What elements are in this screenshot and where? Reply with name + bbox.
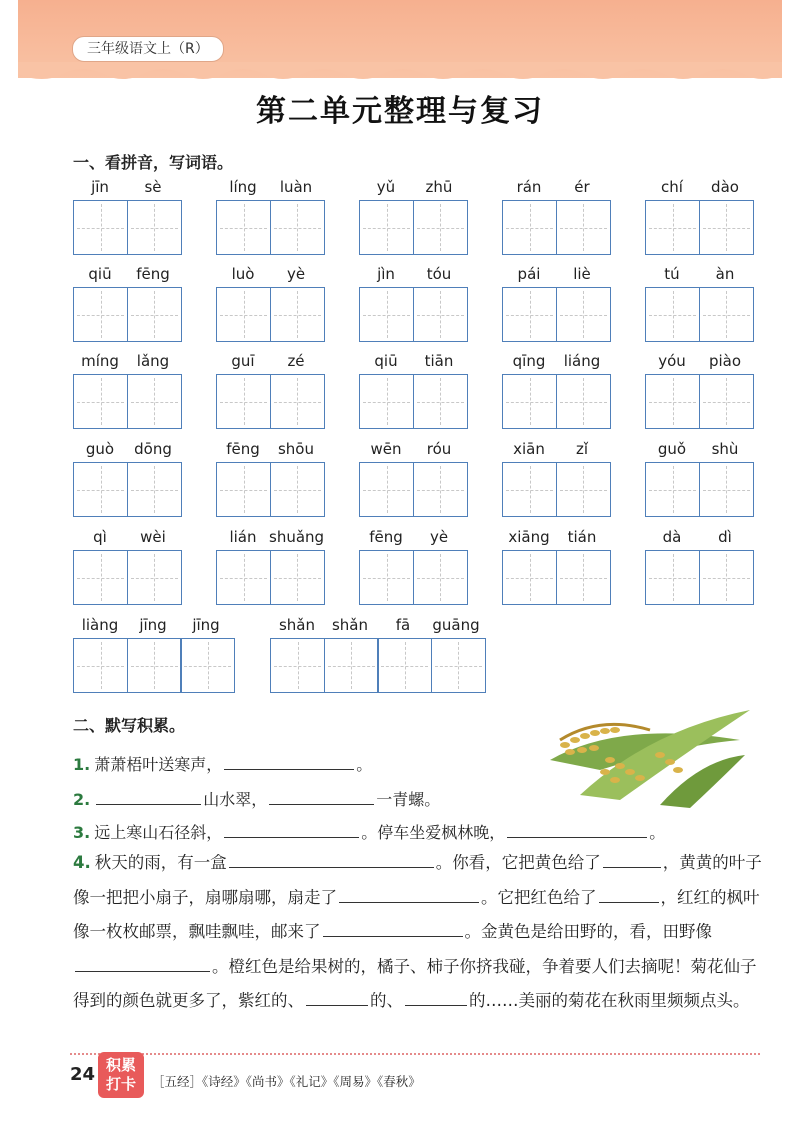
word-item	[216, 352, 325, 429]
writing-box[interactable]	[645, 287, 700, 342]
answer-blank[interactable]	[269, 788, 374, 805]
pinyin-label: jìn	[377, 265, 395, 283]
pinyin-label: dōng	[134, 440, 172, 458]
pinyin-label: míng	[81, 352, 119, 370]
item-text: 山水翠，	[203, 790, 268, 809]
pinyin-label: jīng	[192, 616, 220, 634]
pinyin-label: dì	[718, 528, 732, 546]
word-item	[73, 265, 182, 342]
word-item	[359, 178, 468, 255]
item-text: 秋天的雨，有一盒	[94, 853, 227, 872]
pinyin-label: jīng	[139, 616, 167, 634]
pinyin-label: tú	[664, 265, 680, 283]
pinyin-label: wèi	[140, 528, 166, 546]
pinyin-label: qiū	[88, 265, 112, 283]
word-item	[502, 265, 611, 342]
pinyin-label: fā	[395, 616, 411, 634]
word-item	[645, 178, 754, 255]
answer-blank[interactable]	[339, 886, 479, 903]
writing-box[interactable]	[413, 287, 468, 342]
writing-box[interactable]	[556, 462, 611, 517]
answer-blank[interactable]	[323, 920, 463, 937]
writing-box[interactable]	[216, 462, 271, 517]
checkin-badge	[98, 1052, 144, 1098]
writing-box[interactable]	[377, 638, 432, 693]
word-item	[73, 616, 235, 693]
item-text: 。金黄色是给田野的，看，田野像	[464, 922, 712, 941]
pinyin-label: yè	[429, 528, 449, 546]
item-text: ，黄黄的叶子像一把把小扇子，扇哪扇哪，扇走了	[73, 853, 762, 907]
item-text: 。它把红色给了	[481, 887, 597, 907]
writing-box[interactable]	[645, 462, 700, 517]
pinyin-label: qīng	[512, 352, 546, 370]
writing-box[interactable]	[73, 200, 128, 255]
word-item	[73, 528, 182, 605]
pinyin-label: sè	[144, 178, 162, 196]
pinyin-label: liàng	[81, 616, 119, 634]
pinyin-label: xiāng	[508, 528, 550, 546]
pinyin-label: yóu	[658, 352, 686, 370]
item-text: 的、	[370, 991, 403, 1010]
recite-item-3	[73, 820, 665, 843]
writing-box[interactable]	[180, 638, 235, 693]
writing-box[interactable]	[413, 462, 468, 517]
item-number: 4.	[73, 853, 91, 872]
writing-box[interactable]	[73, 462, 128, 517]
writing-box[interactable]	[699, 287, 754, 342]
writing-box[interactable]	[502, 374, 557, 429]
pinyin-label: pái	[517, 265, 541, 283]
writing-box[interactable]	[127, 638, 182, 693]
writing-box[interactable]	[127, 287, 182, 342]
writing-box[interactable]	[127, 200, 182, 255]
item-text: 一青螺。	[376, 790, 441, 809]
word-item	[359, 265, 468, 342]
writing-box[interactable]	[502, 550, 557, 605]
pinyin-label: liáng	[563, 352, 601, 370]
writing-box[interactable]	[270, 287, 325, 342]
pinyin-label: lián	[229, 528, 257, 546]
item-text: 。	[649, 823, 666, 842]
answer-blank[interactable]	[507, 821, 647, 838]
item-text: 萧萧梧叶送寒声，	[94, 755, 223, 774]
badge-line: 打卡	[105, 1075, 136, 1093]
pinyin-label: róu	[426, 440, 452, 458]
writing-box[interactable]	[359, 462, 414, 517]
pinyin-label: guāng	[432, 616, 480, 634]
pinyin-label: fēng	[226, 440, 260, 458]
writing-box[interactable]	[359, 374, 414, 429]
answer-blank[interactable]	[224, 753, 354, 770]
pinyin-label: shù	[711, 440, 739, 458]
writing-box[interactable]	[127, 550, 182, 605]
pinyin-label: qiū	[374, 352, 398, 370]
recite-item-2	[73, 787, 440, 810]
pinyin-label: tiān	[424, 352, 454, 370]
pinyin-label: tián	[567, 528, 597, 546]
pinyin-label: wēn	[370, 440, 402, 458]
word-item	[73, 352, 182, 429]
pinyin-label: fēng	[369, 528, 403, 546]
writing-box[interactable]	[699, 200, 754, 255]
word-item	[270, 616, 486, 693]
item-text: 。你看，它把黄色给了	[435, 853, 601, 872]
pinyin-label: dà	[662, 528, 682, 546]
rice-plant-illustration	[540, 700, 755, 810]
writing-box[interactable]	[699, 462, 754, 517]
writing-box[interactable]	[556, 374, 611, 429]
writing-box[interactable]	[645, 550, 700, 605]
writing-box[interactable]	[270, 374, 325, 429]
item-number: 1.	[73, 755, 91, 774]
word-item	[216, 178, 325, 255]
pinyin-label: shuǎng	[269, 528, 325, 546]
writing-box[interactable]	[359, 550, 414, 605]
writing-box[interactable]	[127, 374, 182, 429]
writing-box[interactable]	[73, 638, 128, 693]
answer-blank[interactable]	[306, 989, 368, 1006]
book-tag: 三年级语文上（R）	[72, 36, 224, 62]
pinyin-label: zé	[287, 352, 305, 370]
writing-box[interactable]	[270, 550, 325, 605]
item-text: 。停车坐爱枫林晚，	[361, 823, 506, 842]
badge-line: 积累	[105, 1056, 136, 1074]
word-item	[216, 440, 325, 517]
word-item	[359, 352, 468, 429]
page-title: 第二单元整理与复习	[256, 94, 544, 129]
writing-box[interactable]	[216, 287, 271, 342]
pinyin-label: rán	[516, 178, 542, 196]
item-text: ，红红的枫叶像一枚枚邮票，飘哇飘哇，邮来了	[73, 887, 760, 941]
writing-box[interactable]	[73, 287, 128, 342]
word-item	[502, 528, 611, 605]
writing-box[interactable]	[216, 550, 271, 605]
writing-box[interactable]	[216, 200, 271, 255]
pinyin-label: chí	[661, 178, 683, 196]
writing-box[interactable]	[359, 200, 414, 255]
word-item	[502, 352, 611, 429]
pinyin-label: qì	[93, 528, 107, 546]
pinyin-label: guò	[85, 440, 115, 458]
word-item	[73, 178, 182, 255]
word-item	[502, 440, 611, 517]
writing-box[interactable]	[73, 374, 128, 429]
writing-box[interactable]	[556, 287, 611, 342]
pinyin-label: tóu	[426, 265, 452, 283]
word-item	[502, 178, 611, 255]
writing-box[interactable]	[270, 200, 325, 255]
pinyin-label: luàn	[279, 178, 313, 196]
word-item	[216, 528, 325, 605]
answer-blank[interactable]	[224, 821, 359, 838]
writing-box[interactable]	[413, 200, 468, 255]
writing-box[interactable]	[502, 200, 557, 255]
word-item	[645, 265, 754, 342]
writing-box[interactable]	[216, 374, 271, 429]
section1-heading: 一、看拼音，写词语。	[73, 153, 234, 172]
pinyin-label: dào	[711, 178, 739, 196]
pinyin-label: guǒ	[657, 440, 687, 458]
pinyin-label: àn	[715, 265, 735, 283]
pinyin-label: zhū	[425, 178, 453, 196]
word-item	[645, 528, 754, 605]
pinyin-label: ér	[574, 178, 590, 196]
pinyin-label: jīn	[91, 178, 109, 196]
writing-box[interactable]	[413, 374, 468, 429]
writing-box[interactable]	[502, 462, 557, 517]
writing-box[interactable]	[73, 550, 128, 605]
writing-box[interactable]	[556, 200, 611, 255]
item-text: 。橙红色是给果树的，橘子、柿子你挤我碰，争着要人们去摘呢！菊花仙子得到的颜色就更多了，紫红的、	[73, 956, 757, 1010]
answer-blank[interactable]	[96, 788, 201, 805]
word-item	[645, 352, 754, 429]
pinyin-label: lǎng	[136, 352, 170, 370]
writing-box[interactable]	[699, 550, 754, 605]
writing-box[interactable]	[502, 287, 557, 342]
word-item	[645, 440, 754, 517]
item-number: 2.	[73, 790, 91, 809]
writing-box[interactable]	[699, 374, 754, 429]
pinyin-label: luò	[231, 265, 255, 283]
section2-heading: 二、默写积累。	[73, 716, 186, 735]
answer-blank[interactable]	[603, 851, 661, 868]
writing-box[interactable]	[270, 462, 325, 517]
pinyin-label: liè	[573, 265, 591, 283]
footer-note: ［五经］《诗经》《尚书》《礼记》《周易》《春秋》	[152, 1074, 421, 1089]
pinyin-label: líng	[229, 178, 257, 196]
writing-box[interactable]	[270, 638, 325, 693]
banner-wave	[18, 62, 782, 84]
word-item	[359, 528, 468, 605]
writing-box[interactable]	[127, 462, 182, 517]
word-item	[359, 440, 468, 517]
recite-item-4	[73, 846, 763, 1019]
writing-box[interactable]	[645, 200, 700, 255]
pinyin-label: guī	[231, 352, 255, 370]
page-number: 24	[70, 1064, 96, 1085]
footer-divider	[70, 1053, 760, 1055]
pinyin-label: yǔ	[376, 178, 396, 196]
pinyin-label: shōu	[277, 440, 314, 458]
item-number: 3.	[73, 823, 91, 842]
writing-box[interactable]	[431, 638, 486, 693]
answer-blank[interactable]	[599, 886, 659, 903]
word-item	[216, 265, 325, 342]
answer-blank[interactable]	[405, 989, 467, 1006]
writing-box[interactable]	[359, 287, 414, 342]
pinyin-label: shǎn	[278, 616, 316, 634]
pinyin-label: shǎn	[331, 616, 369, 634]
writing-box[interactable]	[645, 374, 700, 429]
writing-box[interactable]	[556, 550, 611, 605]
pinyin-label: yè	[286, 265, 306, 283]
pinyin-label: piào	[708, 352, 742, 370]
answer-blank[interactable]	[229, 851, 434, 868]
item-text: 远上寒山石径斜，	[94, 823, 223, 842]
item-text: 。	[356, 755, 373, 774]
pinyin-label: fēng	[136, 265, 170, 283]
item-text: 的……美丽的菊花在秋雨里频频点头。	[469, 991, 750, 1010]
word-item	[73, 440, 182, 517]
pinyin-label: zǐ	[575, 440, 589, 458]
writing-box[interactable]	[413, 550, 468, 605]
pinyin-label: xiān	[513, 440, 545, 458]
recite-item-1	[73, 752, 372, 775]
answer-blank[interactable]	[75, 955, 210, 972]
writing-box[interactable]	[324, 638, 379, 693]
